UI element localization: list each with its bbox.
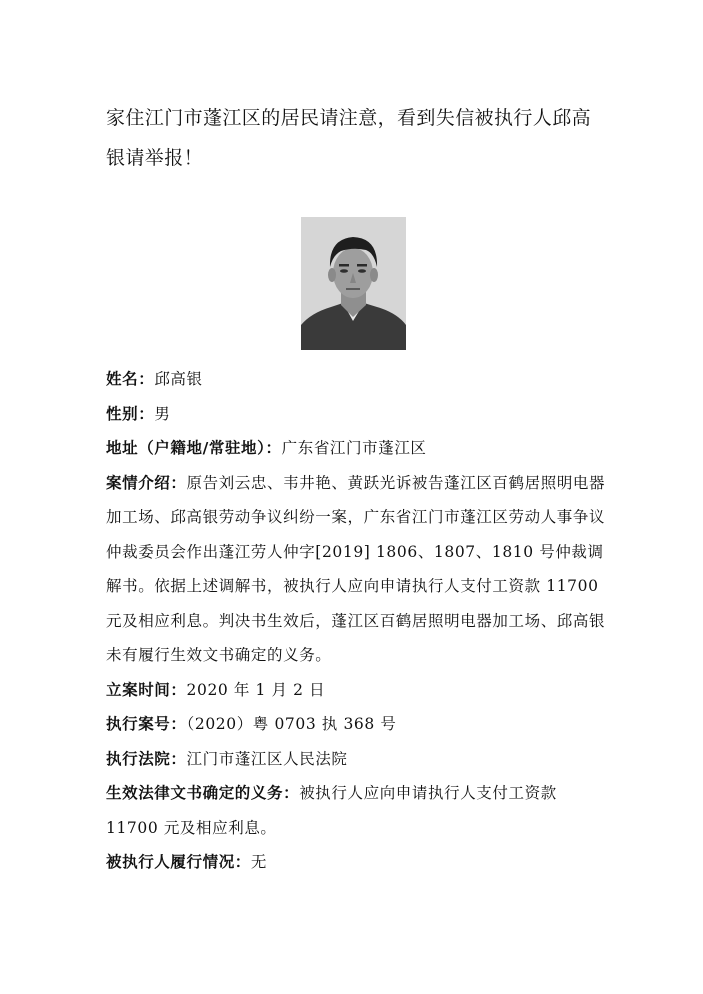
filing-time-label: 立案时间： bbox=[106, 680, 187, 699]
performance-value: 无 bbox=[250, 853, 268, 871]
obligation-value: 被执行人应向申请执行人支付工资款 11700 元及相应利息。 bbox=[106, 784, 557, 837]
notice-body bbox=[106, 362, 606, 880]
gender-label: 性别： bbox=[106, 404, 155, 423]
filing-time-value: 2020 年 1 月 2 日 bbox=[186, 680, 326, 699]
name-row bbox=[106, 362, 606, 397]
obligation-row bbox=[106, 776, 606, 845]
filing-time-row bbox=[106, 673, 606, 708]
case-row bbox=[106, 466, 606, 673]
case-number-value: （2020）粤 0703 执 368 号 bbox=[186, 715, 397, 733]
court-row bbox=[106, 742, 606, 777]
address-label: 地址（户籍地/常驻地）： bbox=[106, 439, 282, 457]
performance-label: 被执行人履行情况： bbox=[106, 853, 251, 871]
case-number-row bbox=[106, 707, 606, 742]
name-value: 邱高银 bbox=[154, 370, 203, 388]
case-number-label: 执行案号： bbox=[106, 715, 187, 733]
gender-row bbox=[106, 397, 606, 432]
person-photo bbox=[301, 217, 406, 350]
address-row bbox=[106, 431, 606, 466]
performance-row bbox=[106, 845, 606, 880]
gender-value: 男 bbox=[154, 404, 171, 423]
address-value: 广东省江门市蓬江区 bbox=[281, 439, 427, 457]
notice-heading: 家住江门市蓬江区的居民请注意，看到失信被执行人邱高银请举报！ bbox=[106, 107, 592, 169]
case-label: 案情介绍： bbox=[106, 473, 187, 492]
name-label: 姓名： bbox=[106, 370, 155, 388]
court-value: 江门市蓬江区人民法院 bbox=[186, 749, 348, 768]
court-label: 执行法院： bbox=[106, 749, 187, 768]
case-value: 原告刘云忠、韦井艳、黄跃光诉被告蓬江区百鹤居照明电器加工场、邱高银劳动争议纠纷一案，广东省江门市蓬江区劳动人事争议仲裁委员会作出蓬江劳人仲字[2019] 1806、1807、1810 号仲裁调解书。依据上述调解书，被执行人应向申请执行人支付工资款 11700 元及相应利息。判决书生效后，蓬江区百鹤居照明电器加工场、邱高银未有履行生效文书确定的义务。 bbox=[106, 473, 606, 664]
obligation-label: 生效法律文书确定的义务： bbox=[106, 784, 300, 802]
